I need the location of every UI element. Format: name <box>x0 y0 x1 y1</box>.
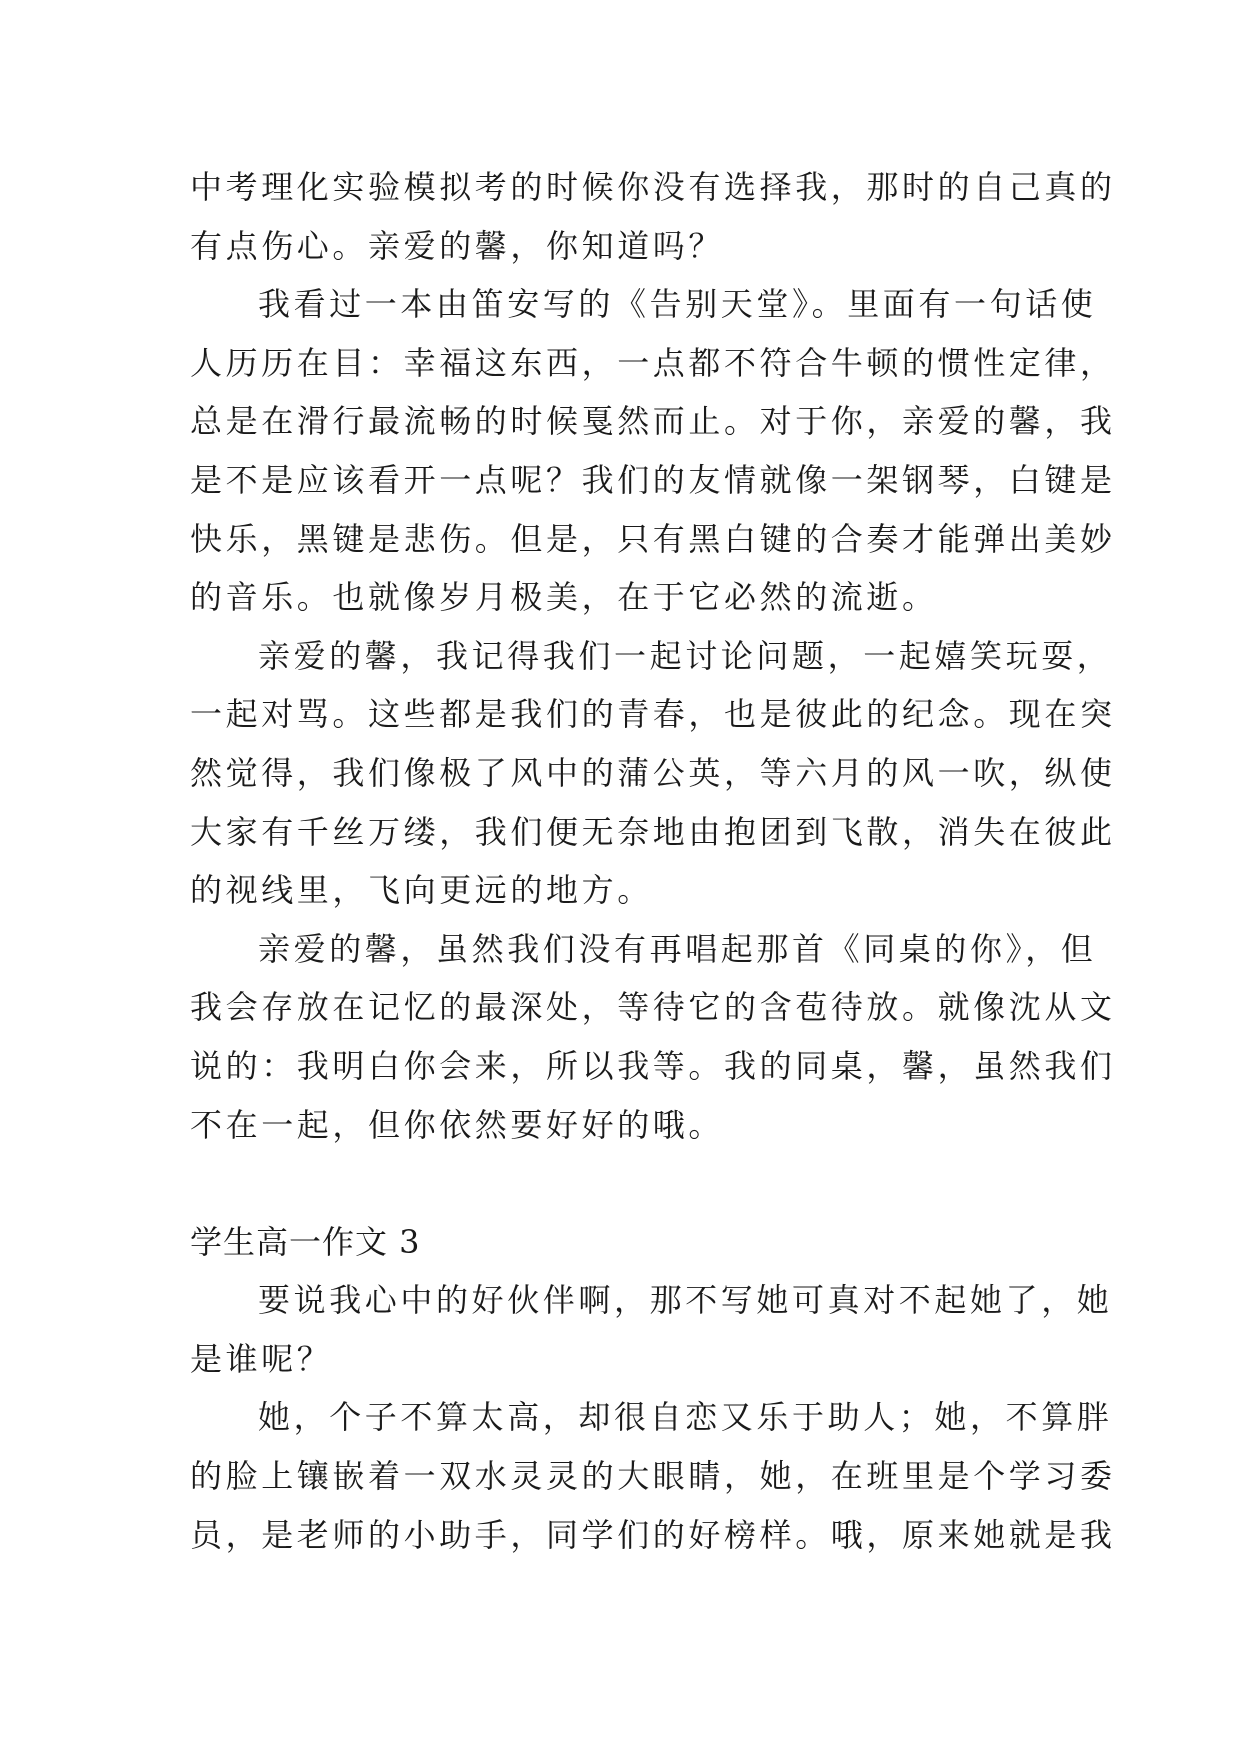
text-line: 一起对骂。这些都是我们的青春，也是彼此的纪念。现在突 <box>190 695 1116 734</box>
paragraph <box>190 627 1116 920</box>
text-line: 不在一起，但你依然要好好的哦。 <box>190 1105 725 1144</box>
text-line: 的音乐。也就像岁月极美，在于它必然的流逝。 <box>190 578 938 617</box>
text-line: 的视线里，飞向更远的地方。 <box>190 871 653 910</box>
paragraph <box>190 158 1116 275</box>
text-line: 说的：我明白你会来，所以我等。我的同桌，馨，虽然我们 <box>190 1046 1116 1085</box>
essay-body <box>190 158 1116 1564</box>
section-heading: 学生高一作文 3 <box>190 1222 421 1261</box>
text-line: 员，是老师的小助手，同学们的好榜样。哦，原来她就是我 <box>190 1515 1116 1554</box>
paragraph <box>190 275 1116 627</box>
paragraph-spacer <box>190 1154 1060 1213</box>
text-line: 大家有千丝万缕，我们便无奈地由抱团到飞散，消失在彼此 <box>190 812 1116 851</box>
paragraph <box>190 1271 1113 1388</box>
text-line: 亲爱的馨，虽然我们没有再唱起那首《同桌的你》，但 <box>258 929 1097 968</box>
text-line: 我看过一本由笛安写的《告别天堂》。里面有一句话使 <box>258 285 1097 324</box>
text-line: 要说我心中的好伙伴啊，那不写她可真对不起她了，她 <box>258 1281 1113 1320</box>
text-line: 人历历在目：幸福这东西，一点都不符合牛顿的惯性定律， <box>190 343 1116 382</box>
text-line: 亲爱的馨，我记得我们一起讨论问题，一起嬉笑玩耍， <box>258 636 1113 675</box>
text-line: 快乐，黑键是悲伤。但是，只有黑白键的合奏才能弹出美妙 <box>190 519 1116 558</box>
text-line: 是不是应该看开一点呢？我们的友情就像一架钢琴，白键是 <box>190 460 1116 499</box>
text-line: 然觉得，我们像极了风中的蒲公英，等六月的风一吹，纵使 <box>190 753 1116 792</box>
paragraph <box>190 920 1116 1154</box>
text-line: 是谁呢？ <box>190 1339 333 1378</box>
text-line: 我会存放在记忆的最深处，等待它的含苞待放。就像沈从文 <box>190 988 1116 1027</box>
paragraph <box>190 1388 1116 1564</box>
text-line: 的脸上镶嵌着一双水灵灵的大眼睛，她，在班里是个学习委 <box>190 1457 1116 1496</box>
text-line: 她，个子不算太高，却很自恋又乐于助人；她，不算胖 <box>258 1398 1113 1437</box>
text-line: 中考理化实验模拟考的时候你没有选择我，那时的自己真的 <box>190 168 1116 206</box>
text-line: 总是在滑行最流畅的时候戛然而止。对于你，亲爱的馨，我 <box>190 402 1116 441</box>
text-line: 有点伤心。亲爱的馨，你知道吗？ <box>190 226 725 265</box>
